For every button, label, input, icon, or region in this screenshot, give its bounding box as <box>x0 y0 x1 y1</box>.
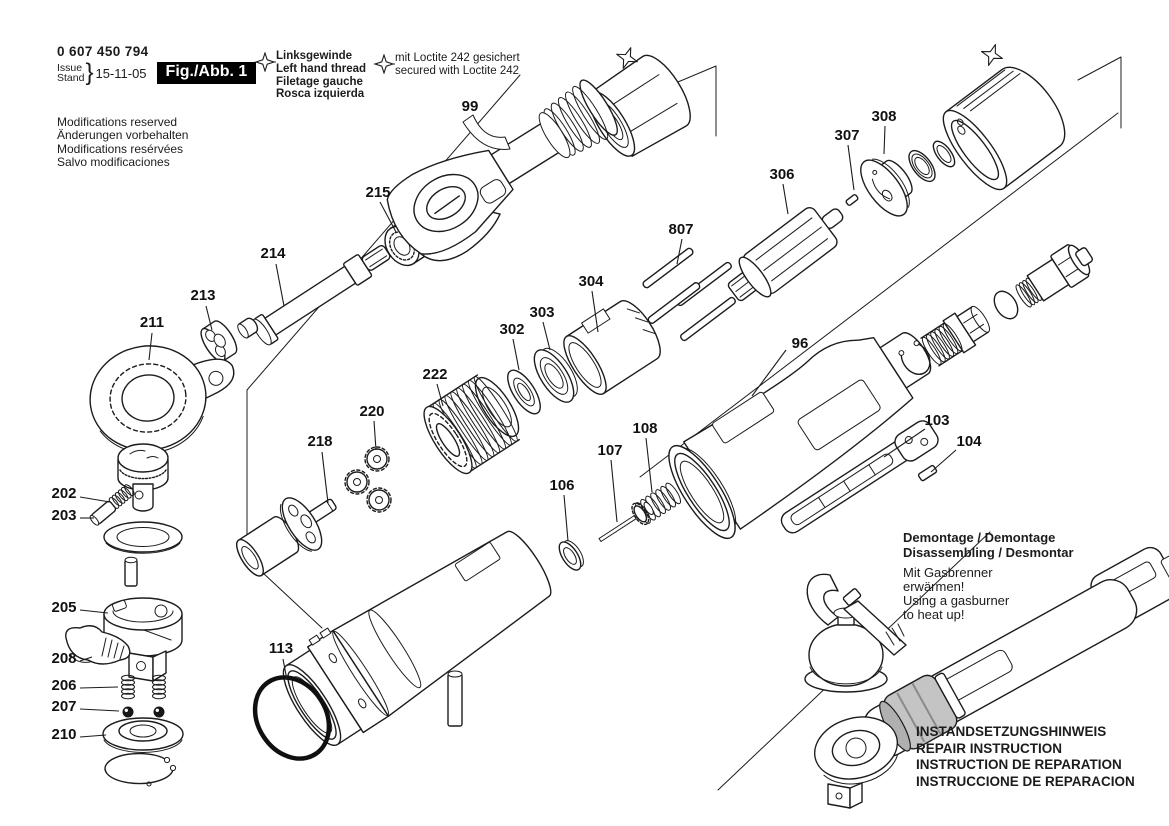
legend-line: Linksgewinde <box>276 50 353 62</box>
callout-99-leader <box>463 115 510 149</box>
callout-214: 214 <box>260 245 286 262</box>
title-block <box>57 44 256 84</box>
callout-202: 202 <box>51 485 77 502</box>
legend-line: secured with Loctite 242 <box>395 64 520 77</box>
part-807-vanes <box>642 247 737 342</box>
part-106-washer <box>555 537 588 574</box>
repair-instruction-line: INSTRUCCIONE DE REPARACION <box>916 773 1135 789</box>
part-218-planet-carrier <box>227 478 350 587</box>
heat-note-line: Mit Gasbrenner <box>903 565 993 580</box>
disassembly-note <box>903 530 1074 622</box>
part-220-planet-gears <box>345 447 391 512</box>
callout-206: 206 <box>51 677 77 694</box>
part-207-balls <box>123 707 165 718</box>
disassembly-title-line: Demontage / Demontage <box>903 530 1056 545</box>
part-104-pin <box>918 465 937 482</box>
callout-205: 205 <box>51 599 77 616</box>
callout-215: 215 <box>365 184 391 201</box>
callout-207: 207 <box>51 698 77 715</box>
legend-line: Left hand thread <box>276 62 367 75</box>
part-99-yoke-head <box>377 64 634 276</box>
callout-220: 220 <box>359 403 385 420</box>
callout-211: 211 <box>139 314 165 331</box>
legend-loctite <box>373 52 520 78</box>
heat-note-line: to heat up! <box>903 607 965 622</box>
legend-line: mit Loctite 242 gesichert <box>395 52 520 64</box>
note-line: Modifications reserved <box>57 115 178 129</box>
part-306-rotor <box>719 193 855 312</box>
disassembly-title-line: Disassembling / Desmontar <box>903 545 1074 560</box>
callout-104: 104 <box>956 433 982 450</box>
part-213-cage-nut <box>197 318 241 365</box>
callout-203: 203 <box>51 507 77 524</box>
callout-108: 108 <box>632 420 658 437</box>
callout-103: 103 <box>924 412 950 429</box>
part-retaining-ring <box>105 754 176 786</box>
note-line: Änderungen vorbehalten <box>57 128 189 143</box>
legend-line: Rosca izquierda <box>276 88 365 101</box>
part-rear-cap <box>933 56 1077 198</box>
part-307-pin <box>845 194 858 206</box>
issue-label: Issue <box>57 62 83 74</box>
four-point-star-icon <box>373 54 395 74</box>
heat-note-line: erwärmen! <box>903 579 965 594</box>
callout-99: 99 <box>461 98 479 115</box>
callout-307: 307 <box>834 127 860 144</box>
callout-107: 107 <box>597 442 623 459</box>
callout-208: 208 <box>51 650 77 667</box>
four-point-star-icon <box>254 52 276 72</box>
callout-113: 113 <box>268 640 294 657</box>
part-dowel-pin <box>125 557 137 586</box>
callout-807: 807 <box>668 221 694 238</box>
repair-instruction-heading <box>916 724 1135 790</box>
callout-308: 308 <box>871 108 897 125</box>
repair-instruction-line: INSTANDSETZUNGSHINWEIS <box>916 724 1107 739</box>
callout-106: 106 <box>549 477 575 494</box>
modification-notes <box>57 116 188 170</box>
legend-line: Filetage gauche <box>276 75 363 88</box>
legend-left-hand-thread <box>254 50 366 101</box>
callout-96: 96 <box>791 335 809 352</box>
repair-instruction-line: INSTRUCTION DE REPARATION <box>916 757 1122 772</box>
callout-210: 210 <box>51 726 77 743</box>
note-line: Salvo modificaciones <box>57 155 170 170</box>
brace-glyph: } <box>85 59 94 86</box>
heat-note-line: Using a gasburner <box>903 593 1010 608</box>
part-cylinder-pin <box>448 671 462 726</box>
stand-label: Stand <box>57 72 85 84</box>
part-cover-washer <box>104 522 182 553</box>
figure-label-badge: Fig./Abb. 1 <box>157 62 257 84</box>
callout-222: 222 <box>422 366 448 383</box>
callout-303: 303 <box>529 304 555 321</box>
issue-date: 15-11-05 <box>95 65 147 81</box>
part-203-pin <box>89 500 117 526</box>
gas-burner-icon <box>805 574 906 692</box>
callout-306: 306 <box>769 166 795 183</box>
part-number: 0 607 450 794 <box>57 44 149 59</box>
part-210-washer <box>103 718 183 752</box>
part-air-inlet <box>1010 237 1099 313</box>
callout-213: 213 <box>190 287 216 304</box>
note-line: Modifications resérvées <box>57 141 184 156</box>
callout-218: 218 <box>307 433 333 450</box>
callout-302: 302 <box>499 321 525 338</box>
left-hand-thread-star-icon <box>978 41 1006 69</box>
callout-304: 304 <box>578 273 604 290</box>
repair-instruction-line: REPAIR INSTRUCTION <box>916 740 1063 756</box>
